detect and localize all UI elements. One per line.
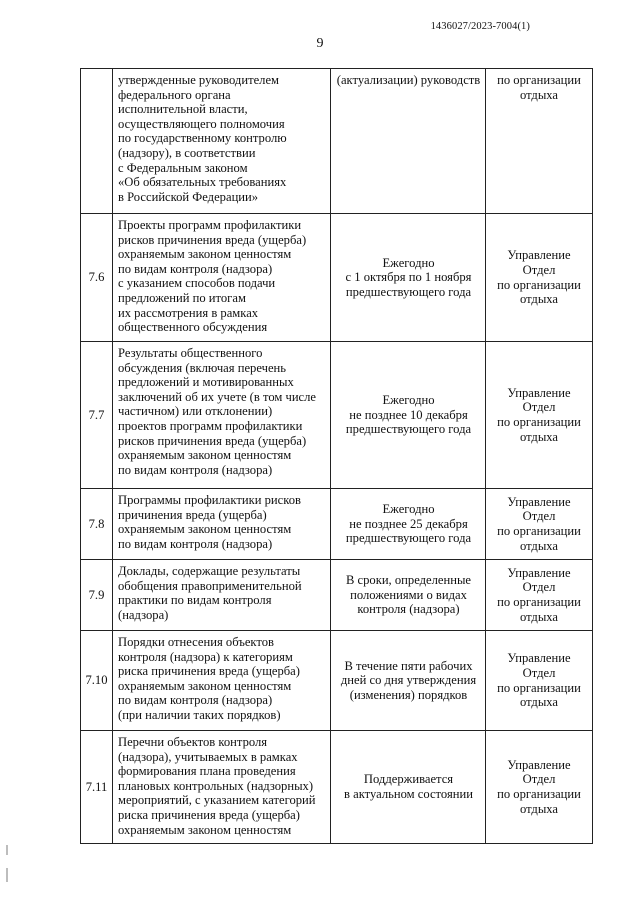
deadline-cell-line: предшествующего года <box>345 422 472 437</box>
responsible-cell-line: Управление <box>507 651 571 666</box>
document-name-cell-line: Порядки отнесения объектов <box>118 635 274 649</box>
document-name-cell-line: рисков причинения вреда (ущерба) <box>118 433 307 448</box>
deadline-cell-line: не позднее 10 декабря <box>349 407 468 422</box>
deadline-cell-line: предшествующего года <box>345 284 472 299</box>
deadline-cell <box>331 214 486 342</box>
responsible-cell-line: отдыха <box>519 292 559 307</box>
responsible-cell-line: Отдел <box>522 580 556 595</box>
item-number: 7.9 <box>81 560 113 631</box>
page-number: 9 <box>316 36 324 51</box>
document-name-cell-line: предложений по итогам <box>118 290 246 305</box>
document-name-cell <box>113 560 331 631</box>
deadline-cell-line: (актуализации) руководств <box>336 73 481 87</box>
document-name-cell-line: рисков причинения вреда (ущерба) <box>118 232 307 247</box>
responsible-cell-line: Управление <box>507 757 571 772</box>
responsible-cell <box>486 560 593 631</box>
document-name-cell-line: причинения вреда (ущерба) <box>118 507 267 522</box>
deadline-cell-line: Ежегодно <box>382 393 435 408</box>
responsible-cell-line: по организации <box>497 524 581 538</box>
responsible-cell-line: Управление <box>507 385 571 400</box>
requirements-table <box>80 68 593 844</box>
document-name-cell-line: проектов программ профилактики <box>118 418 303 433</box>
document-name-cell <box>113 489 331 560</box>
document-name-cell-line: по видам контроля (надзора) <box>118 261 273 276</box>
document-name-cell-line: по видам контроля (надзора) <box>118 536 273 551</box>
item-number: 7.8 <box>81 489 113 560</box>
document-name-cell-line: заключений об их учете (в том числе <box>118 389 317 404</box>
document-name-cell-line: формирования плана проведения <box>118 764 296 779</box>
responsible-cell <box>486 342 593 489</box>
table-row <box>81 489 593 560</box>
responsible-cell <box>486 214 593 342</box>
document-name-cell-line: по видам контроля (надзора) <box>118 693 273 708</box>
document-name-cell-line: обсуждения (включая перечень <box>118 360 287 375</box>
document-name-cell-line: риска причинения вреда (ущерба) <box>118 807 300 822</box>
deadline-cell <box>331 69 486 214</box>
document-name-cell-line: плановых контрольных (надзорных) <box>118 778 314 793</box>
deadline-cell <box>331 489 486 560</box>
responsible-cell <box>486 489 593 560</box>
responsible-cell-line: отдыха <box>519 609 559 624</box>
item-number: 7.7 <box>81 342 113 489</box>
deadline-cell-line: не позднее 25 декабря <box>349 516 468 531</box>
document-name-cell-line: исполнительной власти, <box>118 102 248 117</box>
document-name-cell <box>113 69 331 214</box>
responsible-cell-line: Отдел <box>522 665 556 680</box>
responsible-cell-line: по организации <box>497 787 581 801</box>
responsible-cell <box>486 69 593 214</box>
deadline-cell-line: В течение пяти рабочих <box>344 658 473 673</box>
scan-edge-mark <box>6 845 8 855</box>
document-name-cell-line: риска причинения вреда (ущерба) <box>118 664 300 679</box>
document-name-cell-line: мероприятий, с указанием категорий <box>118 793 316 808</box>
deadline-cell <box>331 631 486 731</box>
document-name-cell-line: (надзора) <box>118 607 169 622</box>
responsible-cell-line: по организации <box>497 415 581 429</box>
document-name-cell-line: охраняемым законом ценностям <box>118 522 292 537</box>
document-name-cell-line: охраняемым законом ценностям <box>118 448 292 463</box>
responsible-cell-line: по организации <box>497 595 581 609</box>
document-name-cell-line: (надзора), учитываемых в рамках <box>118 749 298 764</box>
document-name-cell <box>113 731 331 844</box>
responsible-cell-line: Отдел <box>522 509 556 524</box>
deadline-cell-line: Ежегодно <box>382 502 435 517</box>
deadline-cell <box>331 560 486 631</box>
document-name-cell-line: (надзору), в соответствии <box>118 145 256 160</box>
table-row <box>81 214 593 342</box>
deadline-cell <box>331 731 486 844</box>
responsible-cell-line: отдыха <box>519 429 559 444</box>
document-name-cell-line: по видам контроля (надзора) <box>118 462 273 477</box>
table-row <box>81 69 593 214</box>
deadline-cell-line: В сроки, определенные <box>345 573 472 588</box>
deadline-cell-line: предшествующего года <box>345 531 472 546</box>
table-row <box>81 560 593 631</box>
deadline-cell-line: Поддерживается <box>363 772 454 787</box>
document-name-cell-line: с указанием способов подачи <box>118 276 276 291</box>
document-name-cell-line: Программы профилактики рисков <box>118 493 301 507</box>
document-name-cell-line: предложений и мотивированных <box>118 375 294 390</box>
document-name-cell-line: контроля (надзора) к категориям <box>118 649 293 664</box>
document-name-cell-line: (при наличии таких порядков) <box>118 707 281 722</box>
item-number <box>81 69 113 214</box>
responsible-cell-line: Отдел <box>522 400 556 415</box>
document-name-cell-line: Результаты общественного <box>118 346 263 360</box>
deadline-cell <box>331 342 486 489</box>
document-name-cell <box>113 214 331 342</box>
document-name-cell-line: осуществляющего полномочия <box>118 116 285 131</box>
responsible-cell <box>486 731 593 844</box>
document-name-cell <box>113 631 331 731</box>
document-name-cell-line: частичном) или отклонении) <box>118 404 273 419</box>
responsible-cell <box>486 631 593 731</box>
item-number: 7.11 <box>81 731 113 844</box>
document-name-cell-line: охраняемым законом ценностям <box>118 247 292 262</box>
document-name-cell-line: утвержденные руководителем <box>118 73 280 87</box>
document-name-cell-line: Перечни объектов контроля <box>118 735 268 749</box>
document-code: 1436027/2023-7004(1) <box>430 21 530 32</box>
responsible-cell-line: по организации <box>497 680 581 695</box>
document-name-cell <box>113 342 331 489</box>
document-name-cell-line: по государственному контролю <box>118 131 287 146</box>
table-body <box>81 69 593 844</box>
deadline-cell-line: (изменения) порядков <box>349 687 468 702</box>
responsible-cell-line: Отдел <box>522 772 556 787</box>
document-name-cell-line: охраняемым законом ценностям <box>118 678 292 693</box>
responsible-cell-line: Отдел <box>522 262 556 277</box>
document-name-cell-line: охраняемым законом ценностям <box>118 822 292 837</box>
document-name-cell-line: с Федеральным законом <box>118 160 248 175</box>
responsible-cell-line: Управление <box>507 565 571 580</box>
document-name-cell-line: общественного обсуждения <box>118 320 268 335</box>
document-name-cell-line: Доклады, содержащие результаты <box>118 564 301 578</box>
table-row <box>81 731 593 844</box>
document-name-cell-line: Проекты программ профилактики <box>118 218 302 232</box>
document-name-cell-line: обобщения правоприменительной <box>118 578 302 593</box>
deadline-cell-line: контроля (надзора) <box>357 602 460 617</box>
deadline-cell-line: положениями о видах <box>350 587 467 602</box>
deadline-cell-line: Ежегодно <box>382 255 435 270</box>
scan-edge-mark <box>6 868 8 882</box>
table-row <box>81 631 593 731</box>
document-name-cell-line: федерального органа <box>118 87 231 102</box>
responsible-cell-line: Управление <box>507 494 571 509</box>
document-name-cell-line: «Об обязательных требованиях <box>118 175 287 190</box>
responsible-cell-line: отдыха <box>519 538 559 553</box>
item-number: 7.6 <box>81 214 113 342</box>
document-name-cell-line: их рассмотрения в рамках <box>118 305 259 320</box>
responsible-cell-line: отдыха <box>519 87 559 102</box>
deadline-cell-line: с 1 октября по 1 ноября <box>345 270 472 285</box>
document-name-cell-line: практики по видам контроля <box>118 593 272 608</box>
responsible-cell-line: отдыха <box>519 695 559 710</box>
deadline-cell-line: в актуальном состоянии <box>344 787 473 801</box>
responsible-cell-line: Управление <box>507 248 571 263</box>
item-number: 7.10 <box>81 631 113 731</box>
responsible-cell-line: по организации <box>497 277 581 292</box>
responsible-cell-line: отдыха <box>519 801 559 816</box>
deadline-cell-line: дней со дня утверждения <box>340 673 477 688</box>
document-name-cell-line: в Российской Федерации» <box>118 189 259 204</box>
table-row <box>81 342 593 489</box>
responsible-cell-line: по организации <box>497 73 581 87</box>
